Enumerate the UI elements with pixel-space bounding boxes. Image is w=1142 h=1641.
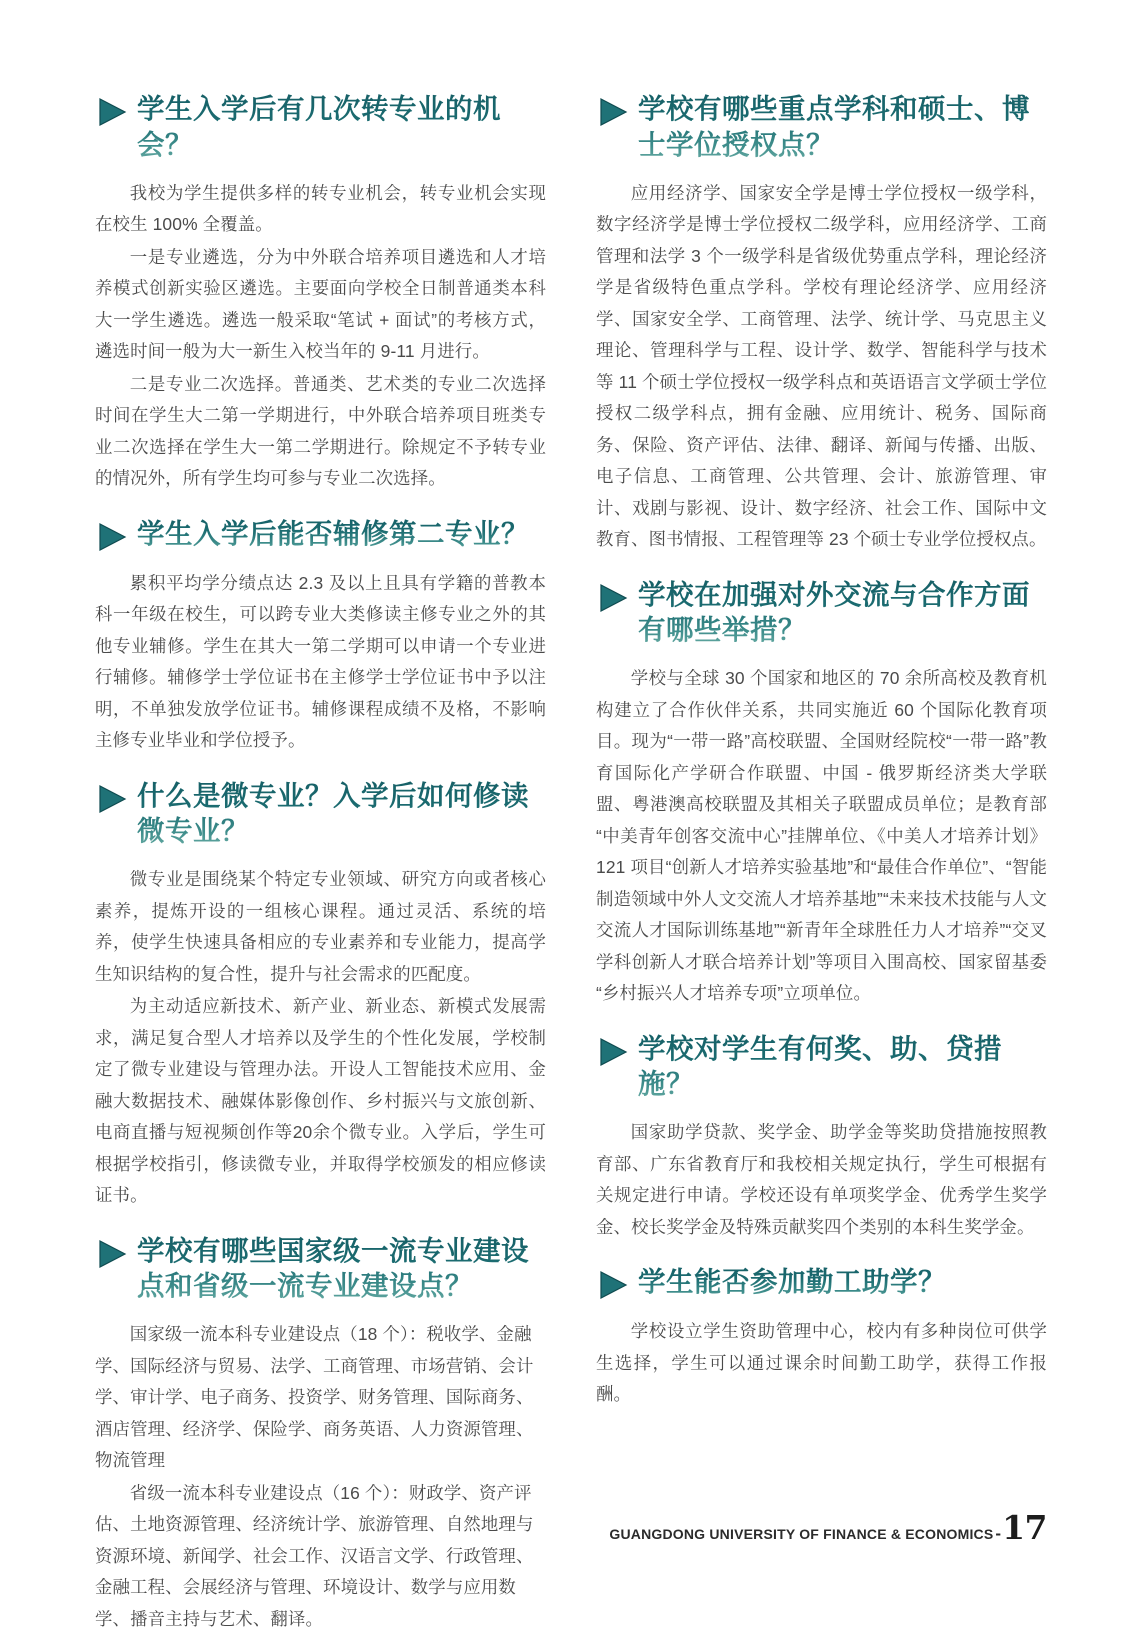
faq-section	[596, 578, 1047, 1010]
right-column	[596, 92, 1047, 1417]
paragraph: 应用经济学、国家安全学是博士学位授权一级学科，数字经济学是博士学位授权二级学科，应用经济学、工商管理和法学 3 个一级学科是省级优势重点学科，理论经济学是省级特色重点学科。学校有理论经济学、应用经济学、国家安全学、工商管理、法学、统计学、马克思主义理论、管理科学与工程、设计学、数学、智能科学与技术等 11 个硕士学位授权一级学科点和英语语言文学硕士学位授权二级学科点，拥有金融、应用统计、税务、国际商务、保险、资产评估、法律、翻译、新闻与传播、出版、电子信息、工商管理、公共管理、会计、旅游管理、审计、戏剧与影视、设计、数字经济、社会工作、国际中文教育、图书情报、工程管理等 23 个硕士专业学位授权点。	[596, 182, 1047, 549]
paragraph: 学校设立学生资助管理中心，校内有多种岗位可供学生选择，学生可以通过课余时间勤工助学，获得工作报酬。	[596, 1321, 1047, 1404]
triangle-right-icon	[596, 1268, 630, 1302]
section-heading-text: 学校有哪些重点学科和硕士、博士学位授权点？	[638, 92, 1047, 164]
section-heading	[95, 517, 546, 554]
paragraph: 学校与全球 30 个国家和地区的 70 余所高校及教育机构建立了合作伙伴关系，共同实施近 60 个国际化教育项目。现为“一带一路”高校联盟、全国财经院校“一带一路”教育国际化产学研合作联盟、中国 - 俄罗斯经济类大学联盟、粤港澳高校联盟及其相关子联盟成员单位；是教育部“中美青年创客交流中心”挂牌单位、《中美人才培养计划》121 项目“创新人才培养实验基地”和“最佳合作单位”、“智能制造领域中外人文交流人才培养基地”“未来技术技能与人文交流人才国际训练基地”“新青年全球胜任力人才培养”“交叉学科创新人才联合培养计划”等项目入围高校、国家留基委“乡村振兴人才培养专项”立项单位。	[596, 668, 1047, 1003]
section-heading-text: 学生入学后能否辅修第二专业？	[137, 517, 546, 553]
section-heading-text: 学校在加强对外交流与合作方面有哪些举措？	[638, 578, 1047, 650]
paragraph: 省级一流本科专业建设点（16 个）：财政学、资产评估、土地资源管理、经济统计学、旅游管理、自然地理与资源环境、新闻学、社会工作、汉语言文学、行政管理、金融工程、会展经济与管理、环境设计、数学与应用数学、播音主持与艺术、翻译。	[95, 1482, 534, 1629]
faq-section	[95, 92, 546, 495]
paragraph: 累积平均学分绩点达 2.3 及以上且具有学籍的普教本科一年级在校生，可以跨专业大类修读主修专业之外的其他专业辅修。学生在其大一第二学期可以申请一个专业进行辅修。辅修学士学位证书在主修学士学位证书中予以注明，不单独发放学位证书。辅修课程成绩不及格，不影响主修专业毕业和学位授予。	[95, 572, 546, 750]
footer-institution-name: GUANGDONG UNIVERSITY OF FINANCE & ECONOMICS	[609, 1526, 994, 1542]
section-heading	[95, 92, 546, 164]
triangle-right-icon	[95, 782, 129, 816]
paragraph: 国家助学贷款、奖学金、助学金等奖助贷措施按照教育部、广东省教育厅和我校相关规定执行，学生可根据有关规定进行申请。学校还设有单项奖学金、优秀学生奖学金、校长奖学金及特殊贡献奖四个类别的本科生奖学金。	[596, 1122, 1047, 1237]
page-footer	[609, 1508, 1047, 1547]
section-heading	[596, 92, 1047, 164]
section-heading-text: 学校对学生有何奖、助、贷措施？	[638, 1032, 1047, 1104]
paragraph: 微专业是围绕某个特定专业领域、研究方向或者核心素养，提炼开设的一组核心课程。通过灵活、系统的培养，使学生快速具备相应的专业素养和专业能力，提高学生知识结构的复合性，提升与社会需求的匹配度。	[95, 869, 546, 984]
section-heading	[596, 578, 1047, 650]
paragraph: 我校为学生提供多样的转专业机会，转专业机会实现在校生 100% 全覆盖。	[95, 182, 546, 234]
faq-section	[95, 1234, 546, 1636]
section-heading	[95, 1234, 546, 1306]
left-column	[95, 92, 546, 1641]
paragraph: 为主动适应新技术、新产业、新业态、新模式发展需求，满足复合型人才培养以及学生的个性化发展，学校制定了微专业建设与管理办法。开设人工智能技术应用、金融大数据技术、融媒体影像创作、乡村振兴与文旅创新、电商直播与短视频创作等20余个微专业。入学后，学生可根据学校指引，修读微专业，并取得学校颁发的相应修读证书。	[95, 996, 546, 1205]
paragraph: 一是专业遴选，分为中外联合培养项目遴选和人才培养模式创新实验区遴选。主要面向学校全日制普通类本科大一学生遴选。遴选一般采取“笔试 + 面试”的考核方式，遴选时间一般为大一新生入校当年的 9-11 月进行。	[95, 246, 546, 361]
paragraph: 国家级一流本科专业建设点（18 个）：税收学、金融学、国际经济与贸易、法学、工商管理、市场营销、会计学、审计学、电子商务、投资学、财务管理、国际商务、酒店管理、经济学、保险学、商务英语、人力资源管理、物流管理	[95, 1324, 534, 1470]
triangle-right-icon	[596, 1035, 630, 1069]
section-heading-text: 学校有哪些国家级一流专业建设点和省级一流专业建设点？	[137, 1234, 546, 1306]
faq-section	[596, 92, 1047, 556]
paragraph: 二是专业二次选择。普通类、艺术类的专业二次选择时间在学生大二第一学期进行，中外联合培养项目班类专业二次选择在学生大一第二学期进行。除规定不予转专业的情况外，所有学生均可参与专业二次选择。	[95, 373, 546, 488]
triangle-right-icon	[95, 520, 129, 554]
faq-section	[95, 517, 546, 757]
triangle-right-icon	[95, 95, 129, 129]
triangle-right-icon	[95, 1237, 129, 1271]
faq-section	[95, 779, 546, 1212]
section-heading-text: 什么是微专业？入学后如何修读微专业？	[137, 779, 546, 851]
section-heading	[596, 1032, 1047, 1104]
triangle-right-icon	[596, 95, 630, 129]
section-heading-text: 学生能否参加勤工助学？	[638, 1265, 1047, 1301]
section-heading	[95, 779, 546, 851]
triangle-right-icon	[596, 581, 630, 615]
faq-section	[596, 1265, 1047, 1411]
section-heading	[596, 1265, 1047, 1302]
section-heading-text: 学生入学后有几次转专业的机会？	[137, 92, 546, 164]
two-column-layout	[95, 92, 1047, 1641]
footer-separator: -	[995, 1524, 1002, 1543]
page-number: 17	[1002, 1508, 1047, 1547]
faq-section	[596, 1032, 1047, 1244]
